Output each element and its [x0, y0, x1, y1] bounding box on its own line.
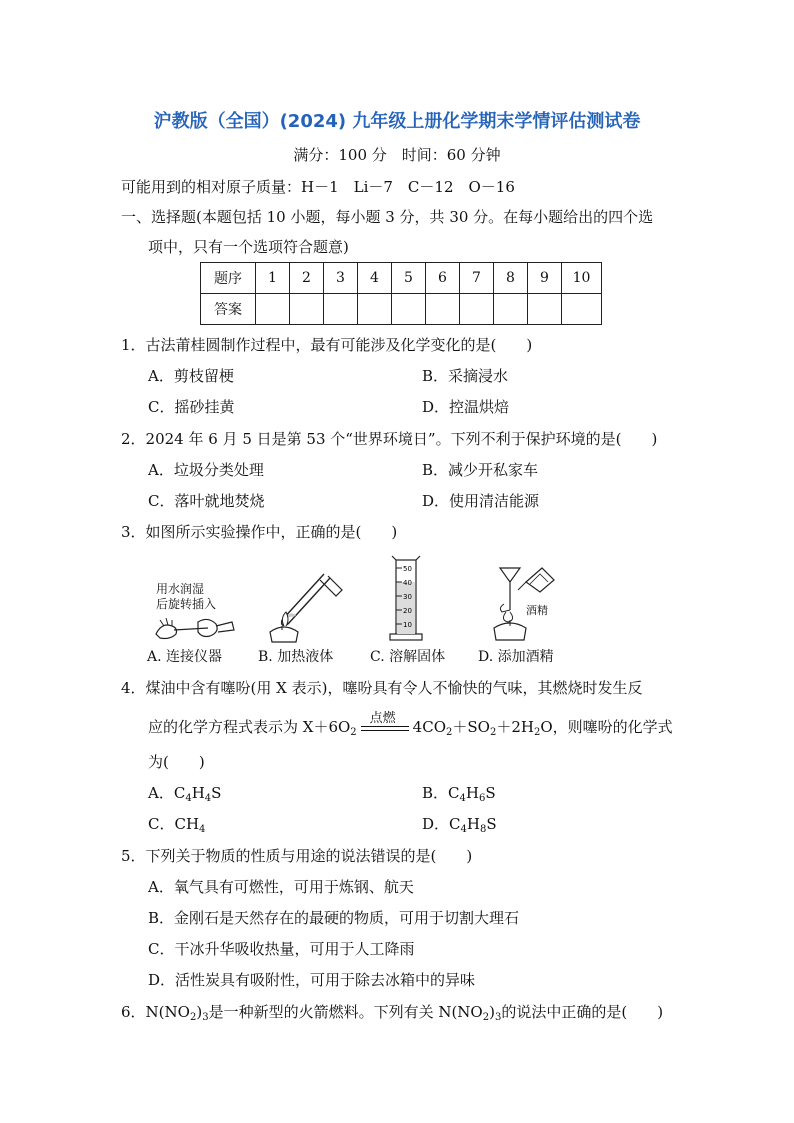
subscript: 4: [185, 793, 192, 804]
cylinder-tick-label: 10: [403, 621, 412, 629]
option-text: D．C: [422, 815, 461, 833]
answer-cell[interactable]: [256, 294, 290, 325]
q1-stem: 1．古法莆桂圆制作过程中，最有可能涉及化学变化的是( ): [121, 336, 533, 354]
q2-option-b[interactable]: B．减少开私家车: [422, 461, 539, 479]
stem-text: ): [489, 1003, 495, 1021]
answer-cell[interactable]: [528, 294, 562, 325]
q2-option-d[interactable]: D．使用清洁能源: [422, 492, 540, 510]
answer-cell[interactable]: [460, 294, 494, 325]
alcohol-label: 酒精: [526, 604, 548, 617]
cylinder-tick-label: 20: [403, 607, 412, 615]
q4-option-a[interactable]: [148, 782, 221, 803]
q4-option-d[interactable]: [422, 813, 497, 834]
table-cell: 1: [256, 263, 290, 294]
stem-text: 是一种新型的火箭燃料。下列有关 N(NO: [208, 1003, 483, 1021]
equation-text: 应的化学方程式表示为 X＋6O: [148, 718, 351, 736]
q3-option-a[interactable]: A. 连接仪器: [147, 649, 223, 665]
table-cell: 3: [324, 263, 358, 294]
answer-cell[interactable]: [358, 294, 392, 325]
subscript: 4: [199, 824, 206, 835]
answer-cell[interactable]: [392, 294, 426, 325]
table-cell: 2: [290, 263, 324, 294]
q2-option-a[interactable]: A．垃圾分类处理: [148, 461, 264, 479]
answer-table-row-answer: [201, 294, 602, 325]
table-cell: 8: [494, 263, 528, 294]
subscript: 2: [533, 727, 541, 738]
stem-text: 6．N(NO: [121, 1003, 190, 1021]
option-text: H: [465, 784, 479, 802]
subscript: 2: [350, 727, 357, 738]
q2-option-c[interactable]: C．落叶就地焚烧: [148, 492, 265, 510]
atomic-mass-line: 可能用到的相对原子质量：H－1 Li－7 C－12 O－16: [121, 178, 515, 196]
answer-cell[interactable]: [324, 294, 358, 325]
table-cell: 9: [528, 263, 562, 294]
subscript: 4: [460, 824, 467, 835]
q4-option-c[interactable]: [148, 813, 205, 834]
hands-connecting-tube-icon: [150, 612, 240, 642]
q3-option-b[interactable]: B. 加热液体: [258, 649, 334, 665]
q3-option-d[interactable]: D. 添加酒精: [478, 649, 554, 665]
q5-option-b[interactable]: B．金刚石是天然存在的最硬的物质，可用于切割大理石: [148, 909, 520, 927]
option-text: A．C: [148, 784, 186, 802]
q5-stem: 5．下列关于物质的性质与用途的说法错误的是( ): [121, 847, 473, 865]
subscript: 3: [494, 1012, 502, 1023]
q1-option-d[interactable]: D．控温烘焙: [422, 398, 510, 416]
q1-option-b[interactable]: B．采摘浸水: [422, 367, 509, 385]
option-text: H: [466, 815, 480, 833]
q3-option-c[interactable]: C. 溶解固体: [370, 649, 446, 665]
table-cell: 答案: [201, 294, 256, 325]
answer-cell[interactable]: [290, 294, 324, 325]
equation-text: O，则噻吩的化学式: [540, 718, 673, 736]
q5-option-a[interactable]: A．氧气具有可燃性，可用于炼钢、航天: [148, 878, 414, 896]
option-text: H: [191, 784, 205, 802]
q1-option-a[interactable]: A．剪枝留梗: [148, 367, 234, 385]
subscript: 2: [489, 727, 497, 738]
option-text: B．C: [422, 784, 460, 802]
stem-text: 的说法中正确的是( ): [501, 1003, 664, 1021]
subscript: 4: [459, 793, 466, 804]
table-cell: 7: [460, 263, 494, 294]
subscript: 6: [478, 793, 486, 804]
q2-stem: 2．2024 年 6 月 5 日是第 53 个“世界环境日”。下列不利于保护环境的是( ): [121, 430, 658, 448]
option-text: C．CH: [148, 815, 200, 833]
option-text: S: [486, 815, 497, 833]
equation-text: ＋2H: [496, 718, 534, 736]
answer-table-row-number: [201, 263, 602, 294]
q5-option-d[interactable]: D．活性炭具有吸附性，可用于除去冰箱中的异味: [148, 971, 476, 989]
equation-text: 4CO: [412, 718, 446, 736]
q4-stem-line3: 为( ): [148, 753, 205, 771]
heating-liquid-apparatus-icon: [262, 566, 352, 646]
answer-cell[interactable]: [494, 294, 528, 325]
q1-option-c[interactable]: C．摇砂挂黄: [148, 398, 235, 416]
subscript: 4: [204, 793, 212, 804]
table-cell: 6: [426, 263, 460, 294]
table-cell: 10: [562, 263, 602, 294]
reaction-condition-equals: [357, 711, 413, 735]
section1-heading-cont: 项中，只有一个选项符合题意): [148, 238, 349, 256]
subscript: 8: [479, 824, 487, 835]
option-text: S: [485, 784, 496, 802]
table-cell: 5: [392, 263, 426, 294]
q3-stem: 3．如图所示实验操作中，正确的是( ): [121, 523, 398, 541]
figure-note-line: 后旋转插入: [156, 597, 217, 611]
q5-option-c[interactable]: C．干冰升华吸收热量，可用于人工降雨: [148, 940, 415, 958]
cylinder-tick-label: 50: [403, 565, 412, 573]
figure-a-note: [156, 582, 216, 612]
option-text: S: [211, 784, 222, 802]
page-title: 沪教版（全国）(2024) 九年级上册化学期末学情评估测试卷: [153, 111, 641, 132]
q4-option-b[interactable]: [422, 782, 496, 803]
q6-stem: [121, 1001, 663, 1022]
section1-heading: 一、选择题(本题包括 10 小题，每小题 3 分，共 30 分。在每小题给出的四个选: [121, 208, 654, 226]
graduated-cylinder-icon: [386, 552, 426, 644]
cylinder-tick-label: 30: [403, 593, 412, 601]
q4-stem-line1: 4．煤油中含有噻吩(用 X 表示)，噻吩具有令人不愉快的气味，其燃烧时发生反: [121, 679, 643, 697]
answer-cell[interactable]: [562, 294, 602, 325]
subscript: 2: [189, 1012, 197, 1023]
answer-cell[interactable]: [426, 294, 460, 325]
table-cell: 题序: [201, 263, 256, 294]
subscript: 3: [202, 1012, 209, 1023]
cylinder-tick-label: 40: [403, 579, 412, 587]
subscript: 2: [446, 727, 453, 738]
figure-note-line: 用水润湿: [156, 582, 205, 596]
table-cell: 4: [358, 263, 392, 294]
equation-text: ＋SO: [452, 718, 490, 736]
stem-text: ): [196, 1003, 203, 1021]
answer-table: [200, 262, 602, 325]
subscript: 2: [482, 1012, 490, 1023]
exam-meta: 满分：100 分 时间：60 分钟: [293, 146, 501, 164]
reaction-condition-label: 点燃: [369, 711, 396, 726]
q4-equation-line: [148, 711, 673, 738]
